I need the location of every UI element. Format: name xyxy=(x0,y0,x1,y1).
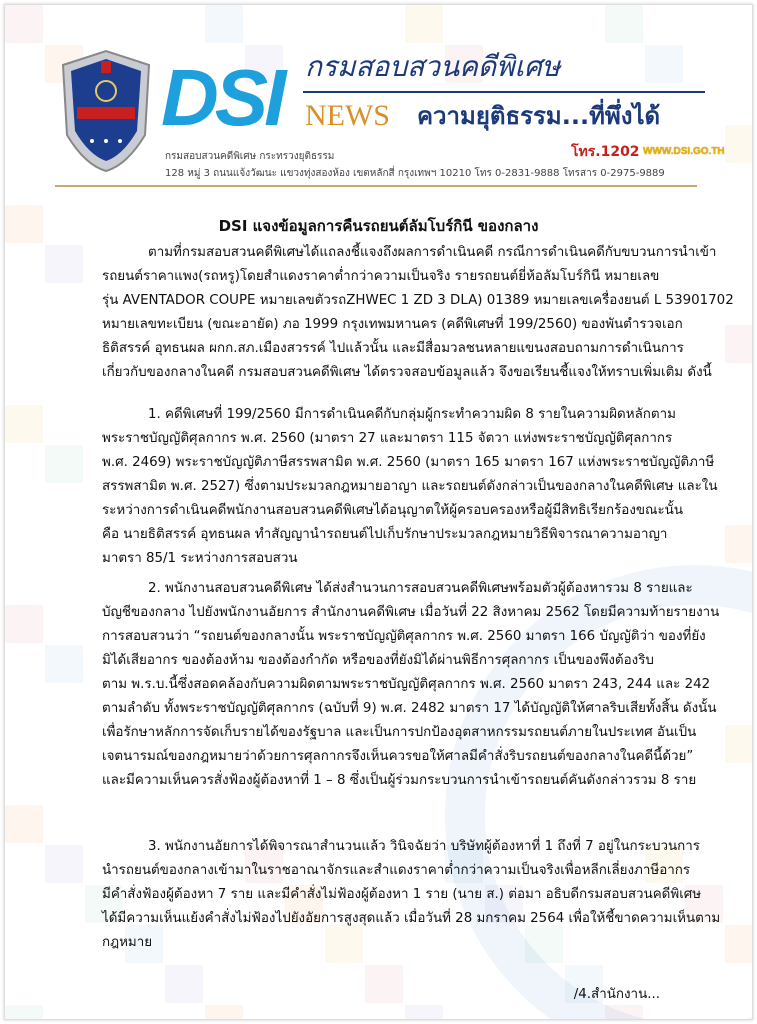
background-tile xyxy=(405,1005,443,1020)
hotline: โทร.1202 xyxy=(571,144,640,160)
website: WWW.DSI.GO.TH xyxy=(643,146,725,157)
paragraph xyxy=(102,241,734,385)
paragraph-line: สรรพสามิต พ.ศ. 2527) ซึ่งตามประมวลกฎหมายอาญา และรถยนต์ดังกล่าวเป็นของกลางในคดีพิเศษ และใน xyxy=(102,479,718,494)
header-rule xyxy=(55,185,697,187)
background-tile xyxy=(5,605,43,643)
background-tile xyxy=(5,405,43,443)
background-tile xyxy=(165,965,203,1003)
dsi-brand-wordmark: DSI xyxy=(161,53,283,142)
paragraph-line: มิได้เสียอากร ของต้องห้าม ของต้องกำกัด หรือของที่ยังมิได้ผ่านพิธีการศุลกากร เป็นของพึงต้องริบ xyxy=(102,653,654,668)
paragraph-line: คือ นายธิติสรรค์ อุทธนผล ทำสัญญานำรถยนต์ไปเก็บรักษาประมวลกฎหมายวิธีพิจารณาความอาญา xyxy=(102,527,668,542)
org-line: กรมสอบสวนคดีพิเศษ กระทรวงยุติธรรม xyxy=(165,151,335,162)
paragraph-line: หมายเลขทะเบียน (ขณะอายัด) ภอ 1999 กรุงเทพมหานคร (คดีพิเศษที่ 199/2560) ของพันตำรวจเอก xyxy=(102,317,683,332)
dsi-shield-logo xyxy=(57,47,155,175)
paragraph-line: ตามลำดับ ทั้งพระราชบัญญัติศุลกากร (ฉบับที่ 9) พ.ศ. 2482 มาตรา 17 ได้บัญญัติให้ศาลริบเสียทั้งสิ้น ดังนั้น xyxy=(102,701,717,716)
paragraph-line: รุ่น AVENTADOR COUPE หมายเลขตัวรถZHWEC 1 ZD 3 DLA) 01389 หมายเลขเครื่องยนต์ L 53901702 xyxy=(102,293,734,308)
paragraph-line: ธิติสรรค์ อุทธนผล ผกก.สภ.เมืองสวรรค์ ไปแล้วนั้น และมีสื่อมวลชนหลายแขนงสอบถามการดำเนินการ xyxy=(102,341,684,356)
letterhead xyxy=(5,5,752,195)
background-tile xyxy=(5,805,43,843)
paragraph-line: รถยนต์ราคาแพง(รถหรู)โดยสำแดงราคาต่ำกว่าความเป็นจริง รายรถยนต์ยี่ห้อลัมโบร์กินี หมายเลข xyxy=(102,269,660,284)
document-title: DSI แจงข้อมูลการคืนรถยนต์ลัมโบร์กินี ของกลาง xyxy=(218,217,539,235)
news-label: NEWS xyxy=(305,99,390,132)
paragraph-line: ตาม พ.ร.บ.นี้ซึ่งสอดคล้องกับความผิดตามพระราชบัญญัติศุลกากร พ.ศ. 2560 มาตรา 243, 244 และ 242 xyxy=(102,677,711,692)
header-divider xyxy=(303,91,705,93)
background-tile xyxy=(45,245,83,283)
paragraph-line: ตามที่กรมสอบสวนคดีพิเศษได้แถลงชี้แจงถึงผลการดำเนินคดี กรณีการดำเนินคดีกับขบวนการนำเข้า xyxy=(148,245,717,260)
paragraph-line: 2. พนักงานสอบสวนคดีพิเศษ ได้ส่งสำนวนการสอบสวนคดีพิเศษพร้อมตัวผู้ต้องหารวม 8 รายและ xyxy=(148,581,693,596)
paragraph-line: บัญชีของกลาง ไปยังพนักงานอัยการ สำนักงานคดีพิเศษ เมื่อวันที่ 22 สิงหาคม 2562 โดยมีความท้ายรายงาน xyxy=(102,605,720,620)
background-tile xyxy=(725,325,753,363)
paragraph-line: นำรถยนต์ของกลางเข้ามาในราชอาณาจักรและสำแดงราคาต่ำกว่าความเป็นจริงเพื่อหลีกเลี่ยงภาษีอากร xyxy=(102,863,691,878)
paragraph-line: และมีความเห็นควรสั่งฟ้องผู้ต้องหาที่ 1 – 8 ซึ่งเป็นผู้ร่วมกระบวนการนำเข้ารถยนต์คันดังกล่าวรวม 8 ราย xyxy=(102,773,697,788)
paragraph-line: การสอบสวนว่า “รถยนต์ของกลางนั้น พระราชบัญญัติศุลกากร พ.ศ. 2560 มาตรา 166 บัญญัติว่า ของที่ยัง xyxy=(102,629,706,644)
slogan: ความยุติธรรม...ที่พึ่งได้ xyxy=(417,102,661,130)
document-page xyxy=(4,4,753,1020)
background-tile xyxy=(45,645,83,683)
paragraph-line: พ.ศ. 2469) พระราชบัญญัติภาษีสรรพสามิต พ.ศ. 2560 (มาตรา 165 มาตรา 167 แห่งพระราชบัญญัติภาษี xyxy=(102,455,715,470)
agency-name: กรมสอบสวนคดีพิเศษ xyxy=(305,50,561,83)
background-tile xyxy=(45,445,83,483)
paragraph-line: 1. คดีพิเศษที่ 199/2560 มีการดำเนินคดีกับกลุ่มผู้กระทำความผิด 8 รายในความผิดหลักตาม xyxy=(148,407,676,422)
address-line: 128 หมู่ 3 ถนนแจ้งวัฒนะ แขวงทุ่งสองห้อง เขตหลักสี่ กรุงเทพฯ 10210 โทร 0-2831-9888 โทรสาร 0-2975-9889 xyxy=(165,168,665,179)
paragraph-line: เพื่อรักษาหลักการจัดเก็บรายได้ของรัฐบาล และเป็นการปกป้องอุตสาหกรรมรถยนต์ภายในประเทศ อันเป็น xyxy=(102,725,697,740)
paragraph xyxy=(102,835,721,955)
paragraph-line: มาตรา 85/1 ระหว่างการสอบสวน xyxy=(102,551,298,566)
paragraph-line: พระราชบัญญัติศุลกากร พ.ศ. 2560 (มาตรา 27 และมาตรา 115 จัตวา แห่งพระราชบัญญัติศุลกากร xyxy=(102,431,673,446)
paragraph-line: ระหว่างการดำเนินคดีพนักงานสอบสวนคดีพิเศษได้อนุญาตให้ผู้ครอบครองหรือผู้มีสิทธิเรียกร้องขณะนั้น xyxy=(102,503,683,518)
background-tile xyxy=(5,1005,43,1020)
paragraph-line: เกี่ยวกับของกลางในคดี กรมสอบสวนคดีพิเศษ ได้ตรวจสอบข้อมูลแล้ว จึงขอเรียนชี้แจงให้ทราบเพิ่มเติม ดังนี้ xyxy=(102,365,712,380)
background-tile xyxy=(725,525,753,563)
background-tile xyxy=(205,1005,243,1020)
background-tile xyxy=(45,845,83,883)
paragraph-line: เจตนารมณ์ของกฎหมายว่าด้วยการศุลกากรจึงเห็นควรขอให้ศาลมีคำสั่งริบรถยนต์ของกลางในคดีนี้ด้วย” xyxy=(102,749,694,764)
paragraph xyxy=(102,403,718,571)
paragraph-line: ได้มีความเห็นแย้งคำสั่งไม่ฟ้องไปยังอัยการสูงสุดแล้ว เมื่อวันที่ 28 มกราคม 2564 เพื่อให้ชี้ขาดความเห็นตาม xyxy=(102,911,721,926)
background-tile xyxy=(365,965,403,1003)
paragraph-line: 3. พนักงานอัยการได้พิจารณาสำนวนแล้ว วินิจฉัยว่า บริษัทผู้ต้องหาที่ 1 ถึงที่ 7 อยู่ในกระบวนการ xyxy=(148,839,700,854)
paragraph-line: กฎหมาย xyxy=(102,935,153,950)
continuation-marker: /4.สำนักงาน... xyxy=(573,987,660,1002)
paragraph-line: มีคำสั่งฟ้องผู้ต้องหา 7 ราย และมีคำสั่งไม่ฟ้องผู้ต้องหา 1 ราย (นาย ส.) ต่อมา อธิบดีกรมสอบสวนคดีพิเศษ xyxy=(102,887,702,902)
paragraph xyxy=(102,577,720,793)
